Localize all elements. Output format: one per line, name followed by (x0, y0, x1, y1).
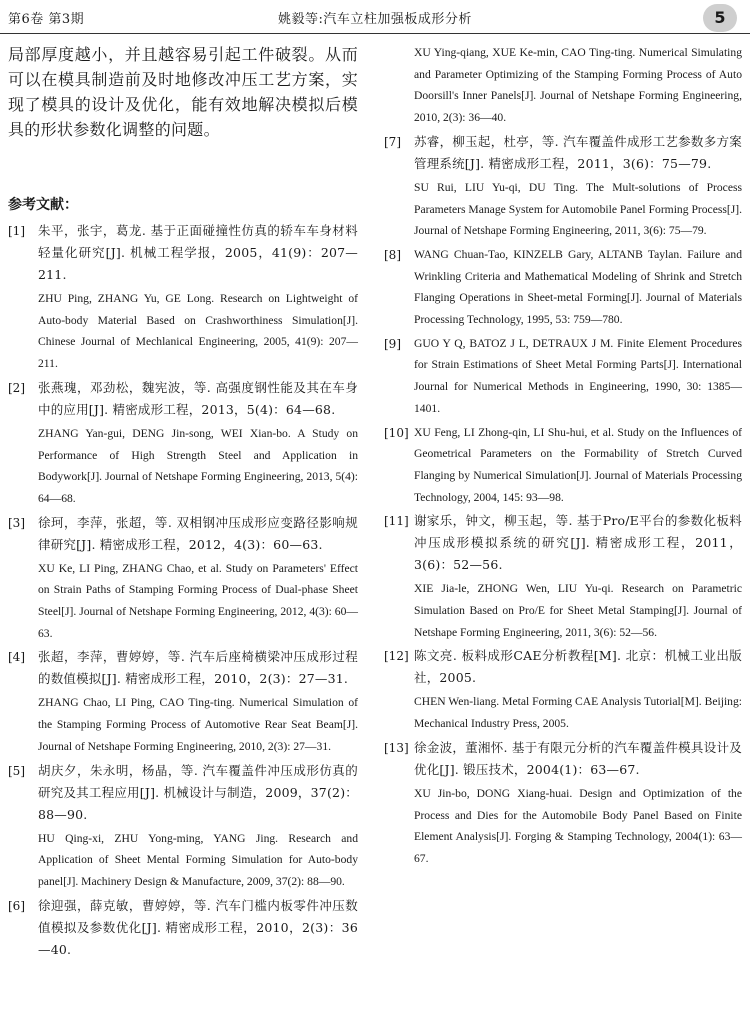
references-heading: 参考文献： (8, 197, 78, 213)
reference-item-continued (384, 42, 742, 129)
reference-english: XU Ying-qiang, XUE Ke-min, CAO Ting-ting. Numerical Simulating and Parameter Optimizing of the Stamping Forming Process of Auto Doorsill's Inner Panels[J]. Journal of Netshape Forming Engineering, 2010, 2(3): 36—40. (414, 46, 742, 125)
page-header (0, 0, 750, 36)
reference-number: [7] (384, 134, 401, 149)
reference-number: [11] (384, 514, 409, 529)
reference-chinese: 徐金波，董湘怀. 基于有限元分析的汽车覆盖件模具设计及优化[J]. 锻压技术，2004(1)：63—67. (414, 739, 742, 777)
reference-english: HU Qing-xi, ZHU Yong-ming, YANG Jing. Research and Application of Sheet Mental Forming Simulation for Auto-body panel[J]. Machinery Design & Manufacture, 2009, 37(2): 88—90. (38, 831, 358, 888)
reference-english: ZHANG Chao, LI Ping, CAO Ting-ting. Numerical Simulation of the Stamping Forming Process of Automotive Rear Seat Beam[J]. Journal of Netshape Forming Engineering, 2010, 2(3): 27—31. (38, 696, 358, 753)
reference-english: XU Ke, LI Ping, ZHANG Chao, et al. Study on Parameters' Effect on Strain Paths of Stamping Forming Process of Dual-phase Sheet Steel[J]. Journal of Netshape Forming Engineering, 2012, 4(3): 60—63. (38, 561, 358, 640)
reference-number: [6] (8, 898, 25, 913)
page-number: 5 (703, 4, 737, 32)
reference-english: SU Rui, LIU Yu-qi, DU Ting. The Mult-solutions of Process Parameters Manage System for Automobile Panel Forming Process[J]. Journal of Netshape Forming Engineering, 2011, 3(6): 75—79. (414, 180, 742, 238)
reference-number: [12] (384, 649, 409, 664)
reference-number: [2] (8, 380, 25, 395)
reference-item (384, 422, 742, 509)
reference-chinese: 张燕瑰，邓劲松，魏宪波，等. 高强度钢性能及其在车身中的应用[J]. 精密成形工程，2013，5(4)：64—68. (38, 379, 358, 417)
reference-number: [5] (8, 763, 25, 778)
reference-item (384, 645, 742, 734)
reference-item (384, 333, 742, 420)
reference-chinese: 苏睿，柳玉起，杜亭，等. 汽车覆盖件成形工艺参数多方案管理系统[J]. 精密成形工程，2011，3(6)：75—79. (414, 133, 742, 171)
running-title: 姚毅等:汽车立柱加强板成形分析 (278, 12, 472, 27)
reference-item (384, 244, 742, 331)
reference-number: [8] (384, 247, 401, 262)
reference-english: XU Jin-bo, DONG Xiang-huai. Design and Optimization of the Process and Dies for the Automobile Body Panel Based on Finite Element Analysis[J]. Forging & Stamping Technology, 2004(1): 63—67. (414, 786, 742, 865)
journal-issue: 第6卷 第3期 (8, 12, 85, 27)
reference-english: CHEN Wen-liang. Metal Forming CAE Analysis Tutorial[M]. Beijing: Mechanical Industry Press, 2005. (414, 695, 742, 731)
reference-chinese: 谢家乐，钟文，柳玉起，等. 基于Pro/E平台的参数化板料冲压成形模拟系统的研究[J]. 精密成形工程，2011，3(6)：52—56. (414, 513, 742, 573)
reference-item (384, 510, 742, 643)
reference-number: [13] (384, 740, 409, 755)
intro-paragraph: 局部厚度越小，并且越容易引起工件破裂。从而可以在模具制造前及时地修改冲压工艺方案，实现了模具的设计及优化，能有效地解决模拟后模具的形状参数化调整的问题。 (8, 45, 358, 139)
reference-item (384, 131, 742, 242)
header-rule (0, 33, 750, 34)
reference-item (8, 646, 358, 757)
reference-number: [1] (8, 224, 25, 238)
reference-number: [4] (8, 650, 25, 665)
reference-number: [3] (8, 515, 25, 530)
reference-item (8, 512, 358, 645)
reference-item (8, 220, 358, 375)
reference-english: GUO Y Q, BATOZ J L, DETRAUX J M. Finite Element Procedures for Strain Estimations of Sheet Metal Forming Parts[J]. International Journal for Numerical Methods in Engineering, 1990, 30: 1385—1401. (414, 336, 742, 415)
reference-item (384, 737, 742, 870)
reference-english: WANG Chuan-Tao, KINZELB Gary, ALTANB Taylan. Failure and Wrinkling Criteria and Mathematical Modeling of Shrink and Stretch Flanging Operations in Sheet-metal Forming[J]. Journal of Materials Processing Technology, 1995, 53: 759—780. (414, 247, 742, 327)
reference-english: ZHANG Yan-gui, DENG Jin-song, WEI Xian-bo. A Study on Performance of High Strength Steel and Application in Bodywork[J]. Journal of Netshape Forming Engineering, 2013, 5(4): 64—68. (38, 426, 358, 505)
reference-chinese: 徐珂，李萍，张超，等. 双相钢冲压成形应变路径影响规律研究[J]. 精密成形工程，2012，4(3)：60—63. (38, 514, 358, 552)
reference-number: [10] (384, 425, 409, 440)
reference-number: [9] (384, 336, 401, 351)
reference-item (8, 895, 358, 961)
reference-chinese: 陈文亮. 板料成形CAE分析教程[M]. 北京：机械工业出版社，2005. (414, 648, 742, 686)
reference-chinese: 徐迎强，薛克敏，曹婷婷，等. 汽车门槛内板零件冲压数值模拟及参数优化[J]. 精密成形工程，2010，2(3)：36—40. (38, 897, 358, 957)
reference-english: ZHU Ping, ZHANG Yu, GE Long. Research on Lightweight of Auto-body Material Based on Crashworthiness Simulation[J]. Chinese Journal of Mechlanical Engineering, 2005, 41(9): 207—211. (38, 292, 358, 371)
left-column (8, 42, 358, 963)
reference-item (8, 377, 358, 510)
reference-chinese: 朱平，张宇，葛龙. 基于正面碰撞性仿真的轿车车身材料轻量化研究[J]. 机械工程学报，2005，41(9)：207—211. (38, 223, 358, 282)
right-column (384, 42, 742, 872)
reference-english: XU Feng, LI Zhong-qin, LI Shu-hui, et al. Study on the Influences of Geometrical Parameters on the Formability of Stretch Curved Flanging by Numerical Simulation[J]. Journal of Materials Processing Technology, 2004, 145: 93—98. (414, 425, 742, 504)
reference-chinese: 张超，李萍，曹婷婷，等. 汽车后座椅横梁冲压成形过程的数值模拟[J]. 精密成形工程，2010，2(3)：27—31. (38, 649, 358, 687)
reference-english: XIE Jia-le, ZHONG Wen, LIU Yu-qi. Research on Parametric Simulation Based on Pro/E for Sheet Metal Stamping[J]. Journal of Netshape Forming Engineering, 2011, 3(6): 52—56. (414, 582, 742, 639)
reference-item (8, 760, 358, 893)
reference-chinese: 胡庆夕，朱永明，杨晶，等. 汽车覆盖件冲压成形仿真的研究及其工程应用[J]. 机械设计与制造，2009，37(2)：88—90. (38, 762, 358, 822)
